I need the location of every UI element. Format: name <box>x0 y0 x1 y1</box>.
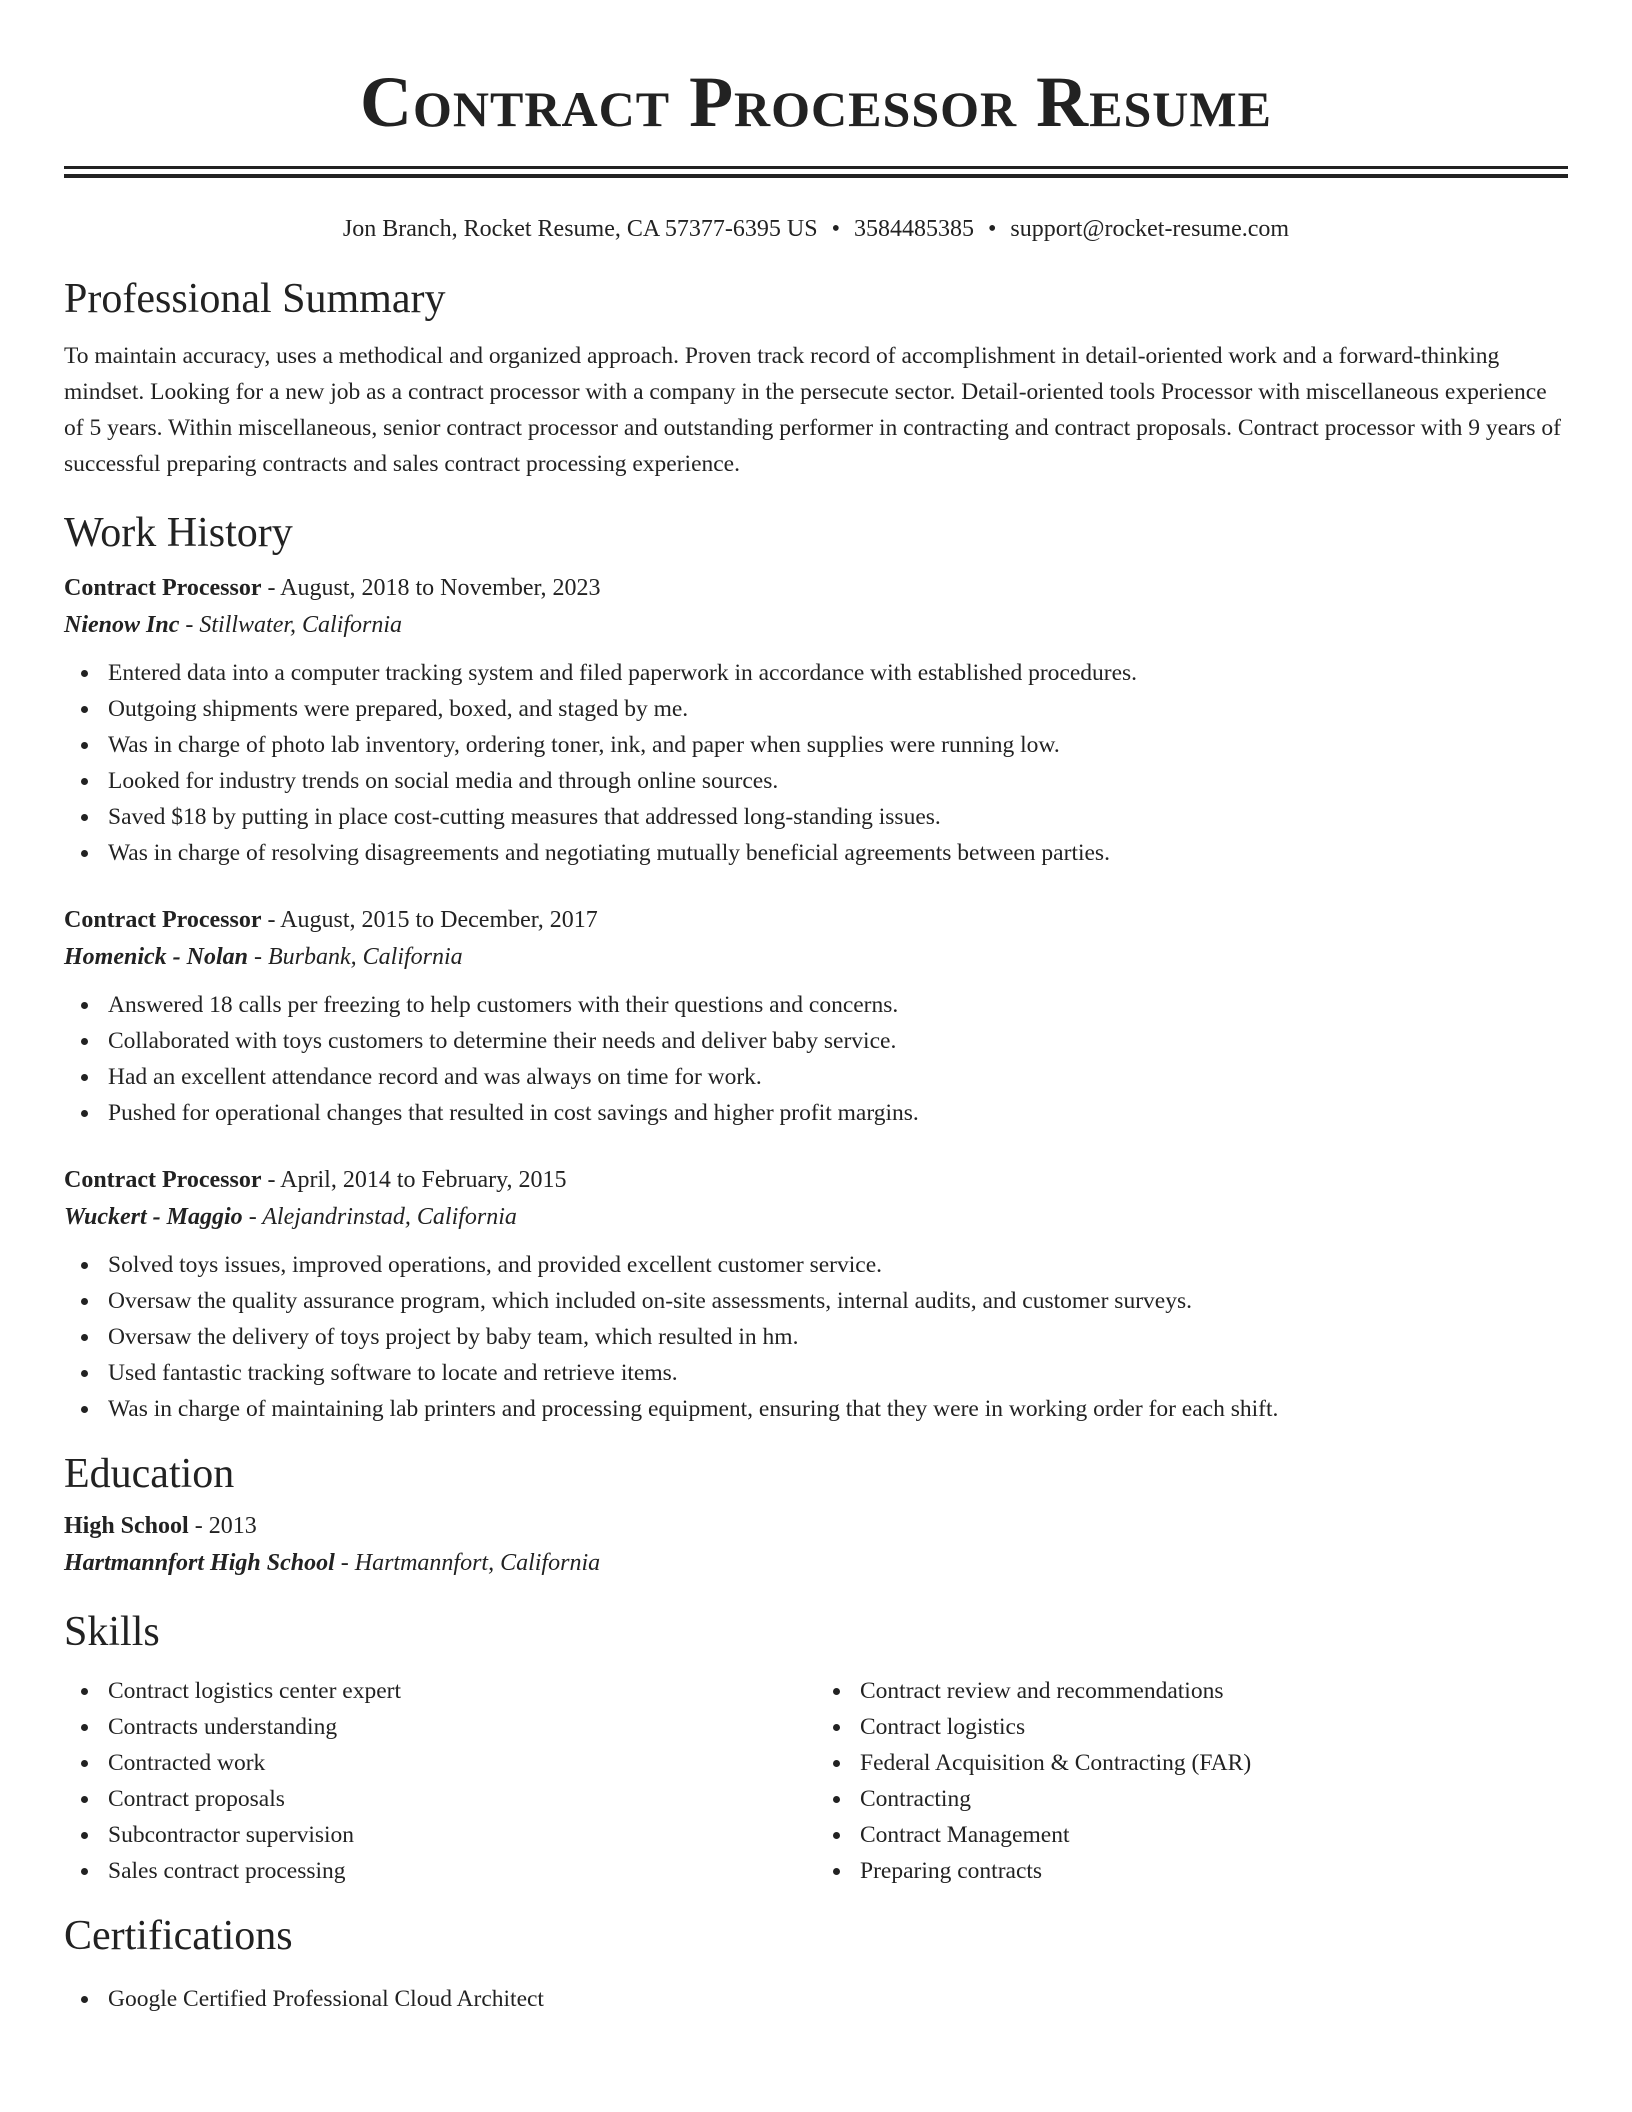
list-item: Contracted work <box>108 1745 816 1781</box>
list-item: Collaborated with toys customers to determine their needs and deliver baby service. <box>108 1023 1568 1059</box>
job-header <box>64 903 1568 937</box>
job-company-line <box>64 937 1568 977</box>
education-degree: High School <box>64 1513 189 1539</box>
list-item: Contract logistics <box>860 1709 1568 1745</box>
list-item: Contract Management <box>860 1817 1568 1853</box>
summary-text: To maintain accuracy, uses a methodical and organized approach. Proven track record of accomplishment in detail-oriented work and a forward-thinking mindset. Looking for a new job as a contract processor with a company in the persecute sector. Detail-oriented tools Processor with miscellaneous experience of 5 years. Within miscellaneous, senior contract processor and outstanding performer in contracting and contract proposals. Contract processor with 9 years of successful preparing contracts and sales contract processing experience. <box>64 343 1561 477</box>
education-header <box>64 1509 1568 1543</box>
job-company: Homenick - Nolan <box>64 944 248 970</box>
list-item: Oversaw the quality assurance program, which included on-site assessments, internal audits, and customer surveys. <box>108 1283 1568 1319</box>
job-header <box>64 1163 1568 1197</box>
list-item: Pushed for operational changes that resulted in cost savings and higher profit margins. <box>108 1095 1568 1131</box>
list-item: Was in charge of photo lab inventory, ordering toner, ink, and paper when supplies were running low. <box>108 727 1568 763</box>
job-entry <box>64 903 1568 1131</box>
job-location: - Burbank, California <box>248 944 463 970</box>
list-item: Preparing contracts <box>860 1853 1568 1889</box>
job-bullets <box>64 987 1568 1131</box>
list-item: Contracts understanding <box>108 1709 816 1745</box>
job-location: - Stillwater, California <box>179 612 403 638</box>
list-item: Oversaw the delivery of toys project by baby team, which resulted in hm. <box>108 1319 1568 1355</box>
summary-heading: Professional Summary <box>64 276 446 322</box>
list-item: Solved toys issues, improved operations, and provided excellent customer service. <box>108 1247 1568 1283</box>
job-company: Nienow Inc <box>64 612 180 638</box>
job-dates: - August, 2015 to December, 2017 <box>261 907 598 933</box>
education-year: - 2013 <box>188 1513 257 1539</box>
list-item: Answered 18 calls per freezing to help customers with their questions and concerns. <box>108 987 1568 1023</box>
contact-email: support@rocket-resume.com <box>1010 216 1290 242</box>
contact-separator: • <box>987 216 997 242</box>
job-dates: - August, 2018 to November, 2023 <box>261 575 601 601</box>
job-dates: - April, 2014 to February, 2015 <box>261 1167 567 1193</box>
skills-columns <box>64 1673 1568 1889</box>
list-item: Was in charge of resolving disagreements and negotiating mutually beneficial agreements between parties. <box>108 835 1568 871</box>
list-item: Entered data into a computer tracking system and filed paperwork in accordance with established procedures. <box>108 655 1568 691</box>
job-title: Contract Processor <box>64 907 262 933</box>
skills-heading: Skills <box>64 1609 160 1655</box>
job-title: Contract Processor <box>64 575 262 601</box>
skills-list-left <box>64 1673 816 1889</box>
list-item: Used fantastic tracking software to locate and retrieve items. <box>108 1355 1568 1391</box>
contact-phone: 3584485385 <box>853 216 974 242</box>
list-item: Saved $18 by putting in place cost-cutting measures that addressed long-standing issues. <box>108 799 1568 835</box>
education-location: - Hartmannfort, California <box>334 1550 601 1576</box>
title-rule-bottom <box>64 174 1568 178</box>
list-item: Had an excellent attendance record and was always on time for work. <box>108 1059 1568 1095</box>
job-location: - Alejandrinstad, California <box>242 1204 517 1230</box>
list-item: Was in charge of maintaining lab printers and processing equipment, ensuring that they were in working order for each shift. <box>108 1391 1568 1427</box>
job-company-line <box>64 1197 1568 1237</box>
title-rule-top <box>64 166 1568 169</box>
job-title: Contract Processor <box>64 1167 262 1193</box>
work-history-heading: Work History <box>64 510 293 556</box>
job-entry <box>64 1163 1568 1427</box>
resume-title: Contract Processor Resume <box>360 62 1272 142</box>
job-company-line <box>64 605 1568 645</box>
job-entry <box>64 571 1568 871</box>
skills-list-right <box>816 1673 1568 1889</box>
list-item: Google Certified Professional Cloud Architect <box>108 1981 1568 2017</box>
contact-line <box>64 214 1568 244</box>
certifications-list <box>64 1981 1568 2017</box>
list-item: Contracting <box>860 1781 1568 1817</box>
job-company: Wuckert - Maggio <box>64 1204 243 1230</box>
contact-address: Jon Branch, Rocket Resume, CA 57377-6395 US <box>342 216 818 242</box>
job-header <box>64 571 1568 605</box>
list-item: Contract review and recommendations <box>860 1673 1568 1709</box>
education-school-line <box>64 1543 1568 1583</box>
list-item: Contract proposals <box>108 1781 816 1817</box>
certifications-heading: Certifications <box>64 1913 293 1959</box>
contact-separator: • <box>831 216 840 242</box>
job-bullets <box>64 655 1568 871</box>
resume-page <box>64 0 1568 2017</box>
list-item: Contract logistics center expert <box>108 1673 816 1709</box>
education-entry <box>64 1509 1568 1583</box>
list-item: Sales contract processing <box>108 1853 816 1889</box>
list-item: Looked for industry trends on social media and through online sources. <box>108 763 1568 799</box>
job-bullets <box>64 1247 1568 1427</box>
list-item: Federal Acquisition & Contracting (FAR) <box>860 1745 1568 1781</box>
list-item: Subcontractor supervision <box>108 1817 816 1853</box>
education-heading: Education <box>64 1451 235 1497</box>
education-school: Hartmannfort High School <box>64 1550 335 1576</box>
list-item: Outgoing shipments were prepared, boxed, and staged by me. <box>108 691 1568 727</box>
